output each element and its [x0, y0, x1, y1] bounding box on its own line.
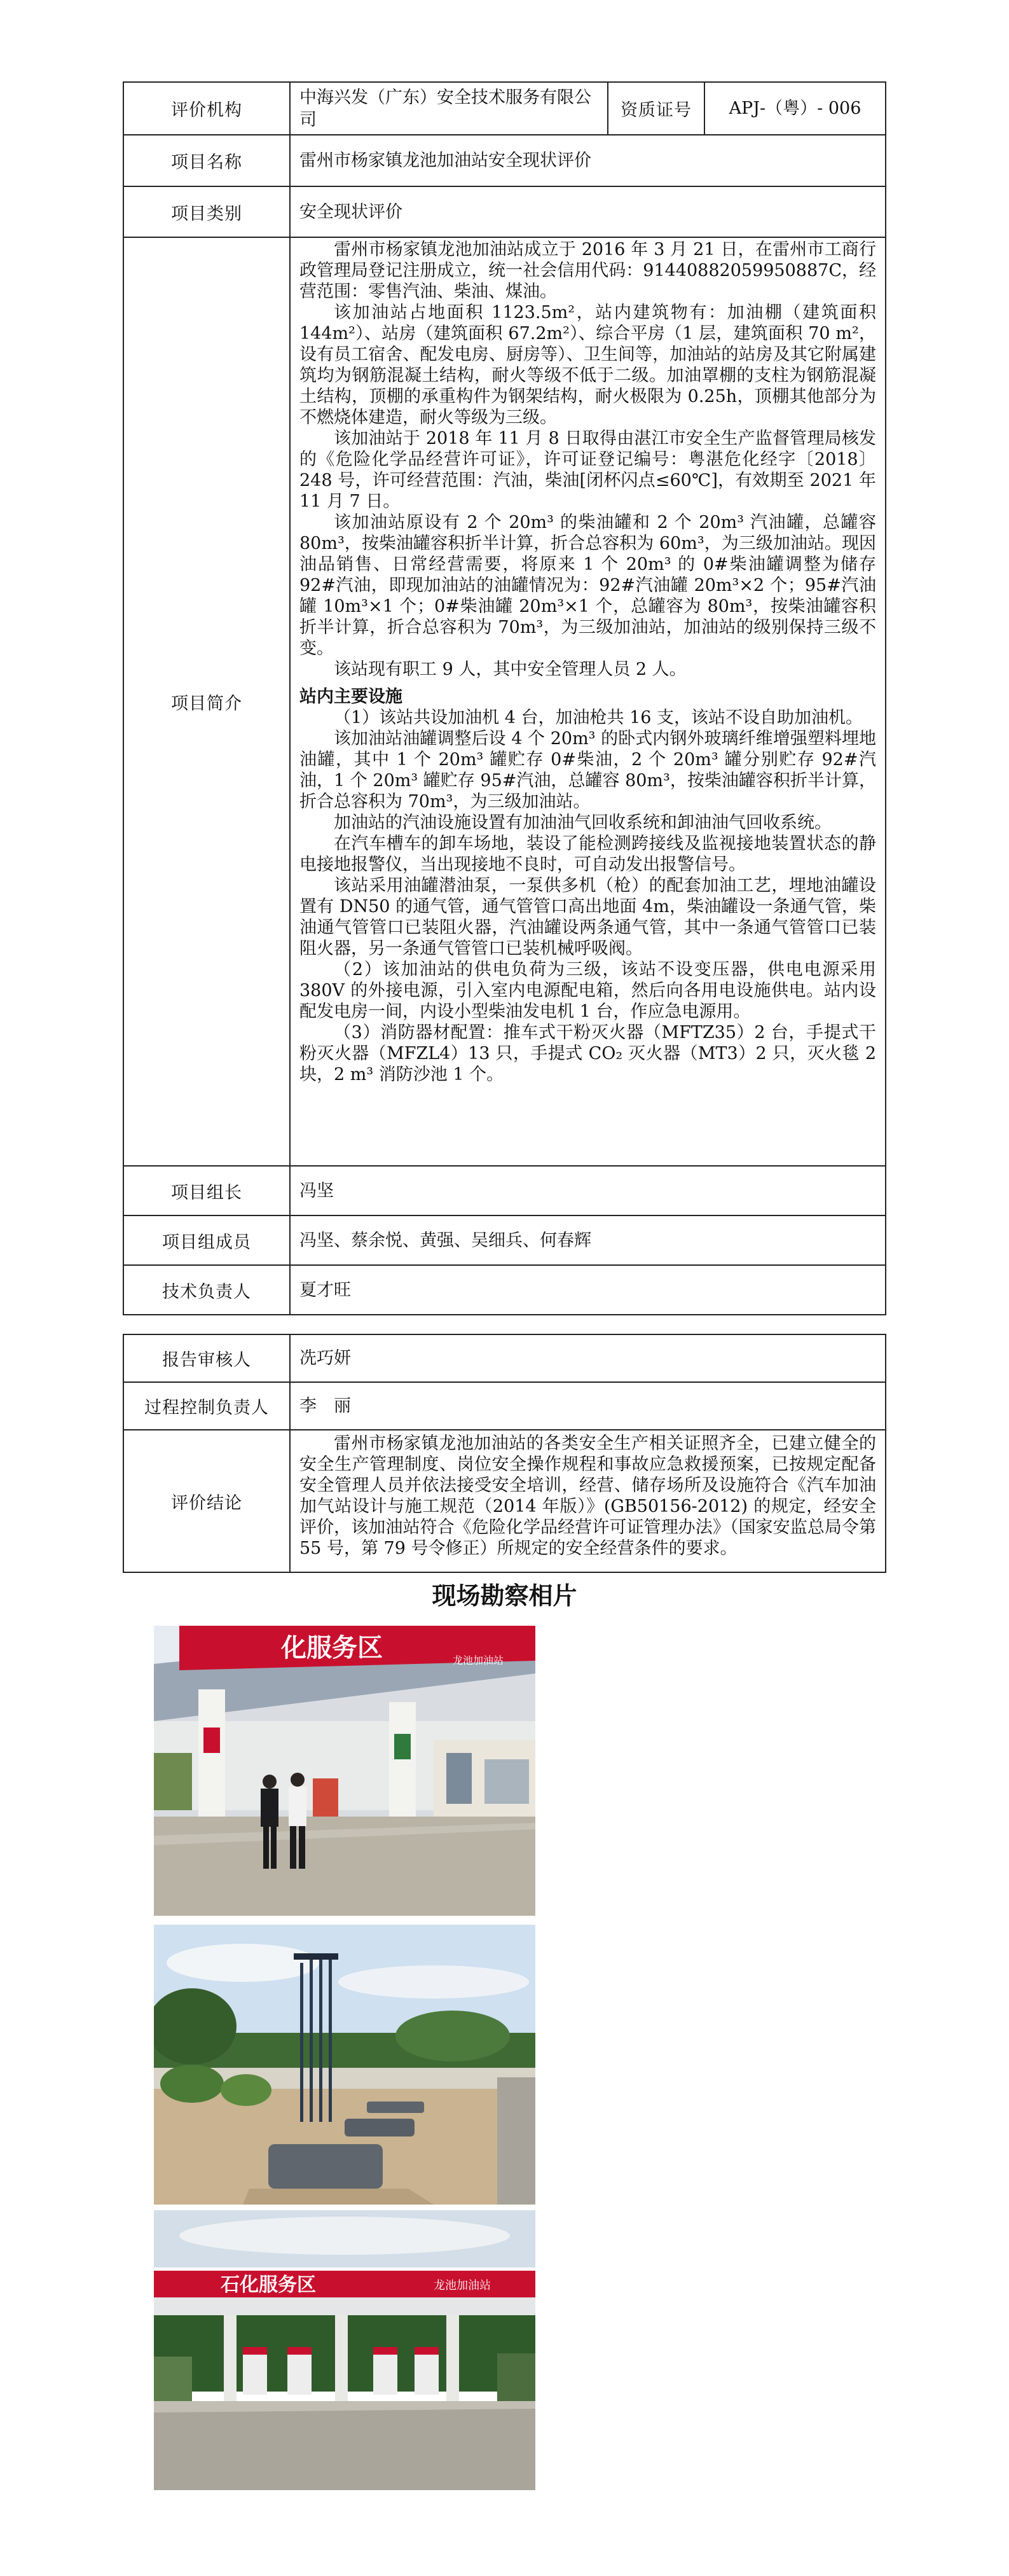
row-conclusion [123, 1430, 886, 1572]
row-project-type [123, 186, 886, 237]
row-process [123, 1382, 886, 1430]
facilities-paragraph: 该加油站油罐调整后设 4 个 20m³ 的卧式内钢外玻璃纤维增强塑料埋地油罐，其中 1 个 20m³ 罐贮存 0#柴油，2 个 20m³ 罐分别贮存 92#汽油，1 个 20m³ 罐贮存 95#汽油，总罐容 80m³，按柴油罐容积折半计算，折合总容积为 70m³，为三级加油站。 [299, 729, 876, 812]
facilities-paragraph: 加油站的汽油设施设置有加油油气回收系统和卸油油气回收系统。 [334, 813, 832, 833]
tech-label: 技术负责人 [123, 1265, 290, 1315]
facilities-paragraph: （3）消防器材配置：推车式干粉灭火器（MFTZ35）2 台，手提式干粉灭火器（MFZL4）13 只，手提式 CO₂ 灭火器（MT3）2 只，灭火毯 2 块，2 m³ 消防沙池 1 个。 [299, 1023, 876, 1084]
intro-paragraph: 该加油站原设有 2 个 20m³ 的柴油罐和 2 个 20m³ 汽油罐，总罐容 80m³，按柴油罐容积折半计算，折合总容积为 60m³，为三级加油站。现因油品销售、日常经营需要，将原来 1 个 20m³ 的 0#柴油罐调整为储存 92#汽油，即现加油站的油罐情况为：92#汽油罐 20m³×2 个；95#汽油罐 10m³×1 个；0#柴油罐 20m³×1 个，总罐容为 80m³，按柴油罐容积折半计算，折合总容积为 70m³，为三级加油站，加油站的级别保持三级不变。 [299, 513, 876, 658]
project-type-label: 项目类别 [123, 186, 290, 237]
leader-value: 冯坚 [290, 1166, 886, 1215]
canopy-sign-small: 龙池加油站 [453, 1654, 504, 1666]
cert-label: 资质证号 [608, 82, 704, 135]
project-info-table [123, 81, 886, 1315]
facilities-paragraph: （2）该加油站的供电负荷为三级，该站不设变压器，供电电源采用 380V 的外接电源，引入室内电源配电箱，然后向各用电设施供电。站内设配发电房一间，内设小型柴油发电机 1 台，作应急电源用。 [299, 960, 876, 1021]
site-photo-station-front [154, 2210, 535, 2490]
site-photo-canopy-people [154, 1626, 535, 1916]
process-value: 李 丽 [290, 1382, 886, 1430]
process-label: 过程控制负责人 [123, 1382, 290, 1430]
row-reviewer [123, 1334, 886, 1382]
project-type-value: 安全现状评价 [290, 186, 886, 237]
review-table [123, 1334, 886, 1573]
facilities-paragraph: 该站采用油罐潜油泵，一泵供多机（枪）的配套加油工艺，埋地油罐设置有 DN50 的通气管，通气管管口高出地面 4m，柴油罐设一条通气管，柴油通气管管口已装阻火器，汽油罐设两条通气管，其中一条通气管管口已装阻火器，另一条通气管管口已装机械呼吸阀。 [299, 876, 876, 959]
row-org [123, 82, 886, 135]
row-tech [123, 1265, 886, 1315]
org-label: 评价机构 [123, 82, 290, 135]
project-name-label: 项目名称 [123, 135, 290, 186]
canopy-sign-text: 化服务区 [281, 1633, 383, 1663]
site-photo-tank-area [154, 1925, 535, 2205]
facilities-paragraph: （1）该站共设加油机 4 台，加油枪共 16 支，该站不设自助加油机。 [334, 708, 863, 728]
intro-body [290, 237, 886, 1166]
photos-title: 现场勘察相片 [432, 1582, 577, 1610]
row-leader [123, 1166, 886, 1215]
facilities-heading: 站内主要设施 [299, 687, 402, 707]
conclusion-value [290, 1430, 886, 1572]
front-sign-text: 石化服务区 [221, 2274, 316, 2296]
org-value: 中海兴发（广东）安全技术服务有限公司 [290, 82, 608, 135]
intro-paragraph: 该站现有职工 9 人，其中安全管理人员 2 人。 [334, 660, 687, 679]
members-value: 冯坚、蔡余悦、黄强、吴细兵、何春辉 [290, 1215, 886, 1265]
intro-paragraph: 雷州市杨家镇龙池加油站成立于 2016 年 3 月 21 日，在雷州市工商行政管理局登记注册成立，统一社会信用代码：91440882059950887C，经营范围：零售汽油、柴油、煤油。 [299, 240, 876, 301]
cert-value: APJ-（粤）- 006 [704, 82, 886, 135]
reviewer-value: 冼巧妍 [290, 1334, 886, 1382]
tech-value: 夏才旺 [290, 1265, 886, 1315]
conclusion-text: 雷州市杨家镇龙池加油站的各类安全生产相关证照齐全，已建立健全的安全生产管理制度、岗位安全操作规程和事故应急救援预案，已按规定配备安全管理人员并依法接受安全培训，经营、储存场所及设施符合《汽车加油加气站设计与施工规范（2014 年版）》(GB50156-2012) 的规定，经安全评价，该加油站符合《危险化学品经营许可证管理办法》（国家安监总局令第 55 号，第 79 号令修正）所规定的安全经营条件的要求。 [299, 1434, 876, 1558]
intro-paragraph: 该加油站占地面积 1123.5m²，站内建筑物有：加油棚（建筑面积 144m²）、站房（建筑面积 67.2m²）、综合平房（1 层，建筑面积 70 m²，设有员工宿舍、配发电房、厨房等）、卫生间等，加油站的站房及其它附属建筑均为钢筋混凝土结构，耐火等级不低于二级。加油罩棚的支柱为钢筋混凝土结构，顶棚的承重构件为钢架结构，耐火极限为 0.25h，顶棚其他部分为不燃烧体建造，耐火等级为三级。 [299, 303, 876, 427]
intro-label: 项目简介 [123, 237, 290, 1166]
reviewer-label: 报告审核人 [123, 1334, 290, 1382]
row-intro [123, 237, 886, 1166]
conclusion-label: 评价结论 [123, 1430, 290, 1572]
front-sign-small: 龙池加油站 [434, 2279, 491, 2292]
intro-paragraph: 该加油站于 2018 年 11 月 8 日取得由湛江市安全生产监督管理局核发的《危险化学品经营许可证》，许可证登记编号：粤湛危化经字〔2018〕248 号，许可经营范围：汽油，柴油[闭杯闪点≤60℃]，有效期至 2021 年 11 月 7 日。 [299, 429, 876, 511]
facilities-paragraph: 在汽车槽车的卸车场地，装设了能检测跨接线及监视接地装置状态的静电接地报警仪，当出现接地不良时，可自动发出报警信号。 [299, 834, 876, 875]
leader-label: 项目组长 [123, 1166, 290, 1215]
project-name-value: 雷州市杨家镇龙池加油站安全现状评价 [290, 135, 886, 186]
row-members [123, 1215, 886, 1265]
members-label: 项目组成员 [123, 1215, 290, 1265]
row-project-name [123, 135, 886, 186]
